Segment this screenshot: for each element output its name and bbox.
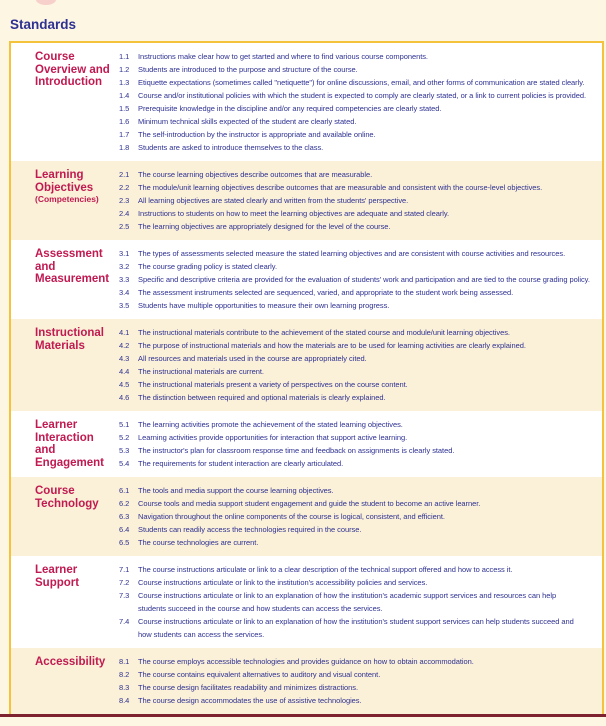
standard-item xyxy=(119,286,598,299)
standard-item xyxy=(119,299,598,312)
item-text-line: Instructions to students on how to meet the learning objectives are adequate and stated clearly. xyxy=(138,209,450,218)
standard-item xyxy=(119,655,598,668)
item-text xyxy=(138,589,598,615)
standard-item xyxy=(119,681,598,694)
section-items xyxy=(119,563,602,641)
item-text-line: All learning objectives are stated clearly and written from the students' perspective. xyxy=(138,196,409,205)
item-text-line: Course tools and media support student engagement and guide the student to become an active learner. xyxy=(138,499,481,508)
section-items xyxy=(119,247,602,312)
item-text xyxy=(138,523,598,536)
standard-item xyxy=(119,141,598,154)
standard-item xyxy=(119,168,598,181)
item-text-line: The course instructions articulate or link to a clear description of the technical support offered and how to access it. xyxy=(138,565,513,574)
item-text xyxy=(138,247,598,260)
item-text-line: how students can access the services. xyxy=(138,630,265,639)
item-number: 6.5 xyxy=(119,538,130,547)
item-number: 4.2 xyxy=(119,341,130,350)
item-number: 2.1 xyxy=(119,170,130,179)
section-heading-line: Learner xyxy=(35,564,78,576)
bottom-rule xyxy=(0,714,606,717)
standard-item xyxy=(119,181,598,194)
standard-item xyxy=(119,391,598,404)
item-text-line: Instructions make clear how to get started and where to find various course components. xyxy=(138,52,428,61)
item-number: 8.1 xyxy=(119,657,130,666)
item-text xyxy=(138,668,598,681)
standard-item xyxy=(119,50,598,63)
item-number: 4.3 xyxy=(119,354,130,363)
item-text-line: The requirements for student interaction are clearly articulated. xyxy=(138,459,344,468)
section-heading xyxy=(11,247,119,312)
item-text-line: Minimum technical skills expected of the student are clearly stated. xyxy=(138,117,357,126)
item-number: 4.1 xyxy=(119,328,130,337)
standard-item xyxy=(119,247,598,260)
item-text-line: The course grading policy is stated clearly. xyxy=(138,262,277,271)
section-items xyxy=(119,326,602,404)
item-text xyxy=(138,299,598,312)
item-text-line: The tools and media support the course learning objectives. xyxy=(138,486,334,495)
standard-section-row xyxy=(11,477,602,556)
item-text-line: The instructional materials are current. xyxy=(138,367,264,376)
standard-section-row xyxy=(11,411,602,477)
item-text-line: The course technologies are current. xyxy=(138,538,259,547)
section-heading xyxy=(11,168,119,233)
standard-item xyxy=(119,484,598,497)
item-number: 2.3 xyxy=(119,196,130,205)
item-text-line: Prerequisite knowledge in the discipline and/or any required competencies are clearly stated. xyxy=(138,104,442,113)
item-text-line: The course contains equivalent alternatives to auditory and visual content. xyxy=(138,670,381,679)
standard-section-row xyxy=(11,556,602,648)
item-text xyxy=(138,563,598,576)
item-text-line: The learning objectives are appropriately designed for the level of the course. xyxy=(138,222,391,231)
section-heading-line: Learner xyxy=(35,419,78,431)
item-text-line: Etiquette expectations (sometimes called "netiquette") for online discussions, email, and other forms of communication are stated clearly. xyxy=(138,78,585,87)
item-number: 6.1 xyxy=(119,486,130,495)
item-number: 1.1 xyxy=(119,52,130,61)
standard-section-row xyxy=(11,648,602,714)
standard-item xyxy=(119,536,598,549)
item-text-line: The types of assessments selected measure the stated learning objectives and are consistent with course activities and resources. xyxy=(138,249,566,258)
item-text-line: students succeed in the course and how students can access the services. xyxy=(138,604,383,613)
item-text-line: The instructional materials contribute to the achievement of the stated course and module/unit learning objectives. xyxy=(138,328,510,337)
section-heading-line: Measurement xyxy=(35,273,110,285)
item-number: 4.4 xyxy=(119,367,130,376)
standard-item xyxy=(119,418,598,431)
item-number: 1.7 xyxy=(119,130,130,139)
item-text xyxy=(138,168,598,181)
standard-item xyxy=(119,194,598,207)
item-text-line: Course and/or institutional policies with which the student is expected to comply are clearly stated, or a link to current policies is provided. xyxy=(138,91,587,100)
standard-item xyxy=(119,76,598,89)
item-number: 5.1 xyxy=(119,420,130,429)
item-text xyxy=(138,365,598,378)
section-heading-line: Materials xyxy=(35,339,85,352)
item-text xyxy=(138,194,598,207)
section-items xyxy=(119,168,602,233)
item-text xyxy=(138,326,598,339)
section-heading xyxy=(11,326,119,404)
item-number: 3.1 xyxy=(119,249,130,258)
item-number: 6.2 xyxy=(119,499,130,508)
item-text-line: Navigation throughout the online components of the course is logical, consistent, and efficient. xyxy=(138,512,445,521)
item-text xyxy=(138,655,598,668)
section-heading-line: Instructional xyxy=(35,327,105,339)
item-number: 6.4 xyxy=(119,525,130,534)
item-text-line: The course employs accessible technologies and provides guidance on how to obtain accommodation. xyxy=(138,657,474,666)
standard-item xyxy=(119,220,598,233)
standard-item xyxy=(119,115,598,128)
item-text xyxy=(138,615,598,641)
item-text-line: Students have multiple opportunities to measure their own learning progress. xyxy=(138,301,390,310)
item-number: 1.4 xyxy=(119,91,130,100)
item-text xyxy=(138,128,598,141)
section-heading-line: Overview and xyxy=(35,63,110,76)
item-text xyxy=(138,576,598,589)
item-number: 1.3 xyxy=(119,78,130,87)
section-heading xyxy=(11,563,119,641)
item-number: 8.4 xyxy=(119,696,130,705)
item-number: 3.5 xyxy=(119,301,130,310)
item-number: 6.3 xyxy=(119,512,130,521)
item-text-line: Students can readily access the technologies required in the course. xyxy=(138,525,362,534)
standard-section-row xyxy=(11,43,602,161)
item-number: 5.4 xyxy=(119,459,130,468)
standard-item xyxy=(119,102,598,115)
standard-section-row xyxy=(11,319,602,411)
item-number: 8.2 xyxy=(119,670,130,679)
item-text xyxy=(138,286,598,299)
section-items xyxy=(119,50,602,154)
item-text-line: Students are introduced to the purpose and structure of the course. xyxy=(138,65,358,74)
item-text-line: The module/unit learning objectives describe outcomes that are measurable and consistent with the course-level objectives. xyxy=(138,183,543,192)
standard-item xyxy=(119,128,598,141)
section-heading-line: Introduction xyxy=(35,76,103,88)
item-text xyxy=(138,76,598,89)
item-text-line: The purpose of instructional materials and how the materials are to be used for learning activities are clearly explained. xyxy=(138,341,526,350)
item-number: 3.3 xyxy=(119,275,130,284)
item-number: 2.5 xyxy=(119,222,130,231)
section-heading-line: and xyxy=(35,260,56,273)
standard-item xyxy=(119,563,598,576)
standard-item xyxy=(119,207,598,220)
item-text xyxy=(138,378,598,391)
standard-section-row xyxy=(11,240,602,319)
item-text xyxy=(138,181,598,194)
item-number: 2.2 xyxy=(119,183,130,192)
item-text-line: Course instructions articulate or link to the institution's accessibility policies and services. xyxy=(138,578,428,587)
item-text xyxy=(138,431,598,444)
standard-item xyxy=(119,260,598,273)
item-text-line: The self-introduction by the instructor is appropriate and available online. xyxy=(138,130,376,139)
section-heading-line: Assessment xyxy=(35,248,103,260)
standard-item xyxy=(119,497,598,510)
item-text xyxy=(138,260,598,273)
section-items xyxy=(119,655,602,707)
item-number: 1.6 xyxy=(119,117,130,126)
item-text xyxy=(138,339,598,352)
item-number: 1.5 xyxy=(119,104,130,113)
item-text xyxy=(138,352,598,365)
item-text xyxy=(138,63,598,76)
item-text xyxy=(138,457,598,470)
standard-item xyxy=(119,444,598,457)
item-text xyxy=(138,141,598,154)
item-text-line: The course learning objectives describe outcomes that are measurable. xyxy=(138,170,373,179)
item-text-line: All resources and materials used in the course are appropriately cited. xyxy=(138,354,367,363)
item-text-line: The learning activities promote the achievement of the stated learning objectives. xyxy=(138,420,403,429)
section-heading xyxy=(11,418,119,470)
standard-item xyxy=(119,378,598,391)
item-number: 3.4 xyxy=(119,288,130,297)
standard-item xyxy=(119,431,598,444)
section-heading-line: Course xyxy=(35,485,75,497)
standard-item xyxy=(119,589,598,615)
item-text xyxy=(138,418,598,431)
standard-item xyxy=(119,615,598,641)
item-text-line: The assessment instruments selected are sequenced, varied, and appropriate to the student work being assessed. xyxy=(138,288,514,297)
item-number: 2.4 xyxy=(119,209,130,218)
item-number: 1.2 xyxy=(119,65,130,74)
item-text xyxy=(138,89,598,102)
item-text xyxy=(138,273,598,286)
item-number: 4.5 xyxy=(119,380,130,389)
item-text xyxy=(138,115,598,128)
standards-table xyxy=(9,41,604,714)
section-subheading: (Competencies) xyxy=(35,194,99,204)
item-number: 7.3 xyxy=(119,591,130,600)
item-text-line: Specific and descriptive criteria are provided for the evaluation of students' work and participation and are tied to the course grading policy. xyxy=(138,275,590,284)
section-items xyxy=(119,484,602,549)
item-text xyxy=(138,536,598,549)
item-number: 1.8 xyxy=(119,143,130,152)
item-text xyxy=(138,50,598,63)
item-text xyxy=(138,694,598,707)
section-heading-line: Technology xyxy=(35,497,99,510)
section-heading xyxy=(11,655,119,707)
item-number: 8.3 xyxy=(119,683,130,692)
section-items xyxy=(119,418,602,470)
section-heading-line: Engagement xyxy=(35,456,105,469)
standard-item xyxy=(119,273,598,286)
section-heading-line: and xyxy=(35,444,56,456)
item-text xyxy=(138,497,598,510)
standard-item xyxy=(119,89,598,102)
standard-item xyxy=(119,63,598,76)
standard-item xyxy=(119,510,598,523)
standard-item xyxy=(119,365,598,378)
item-text xyxy=(138,444,598,457)
item-number: 5.3 xyxy=(119,446,130,455)
standard-section-row xyxy=(11,161,602,240)
standard-item xyxy=(119,576,598,589)
standard-item xyxy=(119,668,598,681)
item-text-line: The course design facilitates readability and minimizes distractions. xyxy=(138,683,358,692)
item-text xyxy=(138,510,598,523)
standard-item xyxy=(119,352,598,365)
section-heading-line: Objectives xyxy=(35,181,94,194)
item-text-line: The distinction between required and optional materials is clearly explained. xyxy=(138,393,386,402)
item-text-line: The instructional materials present a variety of perspectives on the course content. xyxy=(138,380,408,389)
item-text xyxy=(138,391,598,404)
item-text-line: Learning activities provide opportunities for interaction that support active learning. xyxy=(138,433,408,442)
section-heading xyxy=(11,484,119,549)
item-text xyxy=(138,207,598,220)
item-number: 4.6 xyxy=(119,393,130,402)
standard-item xyxy=(119,457,598,470)
section-heading-line: Accessibility xyxy=(35,656,106,668)
item-text-line: The course design accommodates the use of assistive technologies. xyxy=(138,696,362,705)
item-number: 7.1 xyxy=(119,565,130,574)
section-heading-line: Course xyxy=(35,51,75,63)
item-text xyxy=(138,681,598,694)
standard-item xyxy=(119,523,598,536)
section-heading-line: Learning xyxy=(35,169,84,181)
standard-item xyxy=(119,339,598,352)
section-heading xyxy=(11,50,119,154)
section-heading-line: Support xyxy=(35,576,80,589)
item-text xyxy=(138,220,598,233)
item-number: 3.2 xyxy=(119,262,130,271)
standard-item xyxy=(119,694,598,707)
section-heading-line: Interaction xyxy=(35,431,94,444)
item-number: 5.2 xyxy=(119,433,130,442)
item-text-line: Course instructions articulate or link to an explanation of how the institution's student support services can help students succeed and xyxy=(138,617,574,626)
item-number: 7.4 xyxy=(119,617,130,626)
page-title: Standards xyxy=(10,17,77,32)
item-text xyxy=(138,484,598,497)
standard-item xyxy=(119,326,598,339)
item-text-line: Course instructions articulate or link to an explanation of how the institution's academic support services and resources can help xyxy=(138,591,557,600)
item-text-line: Students are asked to introduce themselves to the class. xyxy=(138,143,324,152)
item-text-line: The instructor's plan for classroom response time and feedback on assignments is clearly stated. xyxy=(138,446,455,455)
item-text xyxy=(138,102,598,115)
item-number: 7.2 xyxy=(119,578,130,587)
